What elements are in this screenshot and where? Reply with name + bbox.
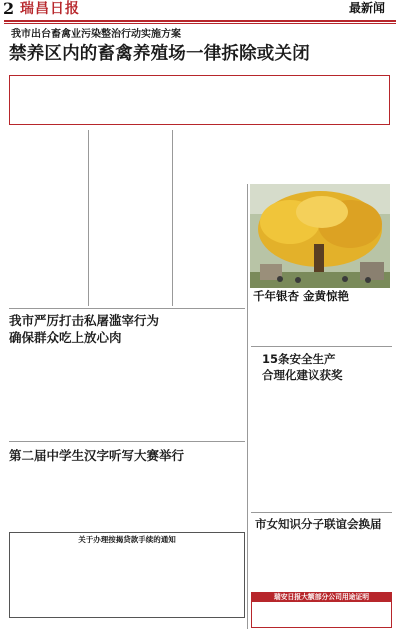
section-divider [251, 512, 392, 513]
story3-headline-line1: 15条安全生产 [262, 352, 336, 366]
lead-kicker: 我市出台畜禽业污染整治行动实施方案 [11, 29, 181, 40]
column-divider [247, 184, 248, 629]
story3-headline-line2: 合理化建议获奖 [262, 368, 343, 382]
section-divider [9, 308, 245, 309]
story5-headline: 市女知识分子联谊会换届 [255, 517, 382, 531]
story5-column-1 [251, 535, 319, 589]
masthead-rule [4, 20, 396, 22]
column-divider [88, 130, 89, 306]
masthead [0, 0, 400, 20]
story2-headline-line1: 我市严厉打击私屠滥宰行为 [9, 313, 160, 328]
newspaper-name: 瑞昌日报 [20, 1, 80, 17]
story2-headline-line2: 确保群众吃上放心肉 [9, 330, 122, 345]
lead-column-3 [175, 130, 390, 182]
certificate-notice-box [251, 592, 392, 628]
section-label: 最新闻 [349, 1, 386, 15]
page-number: 2 [3, 0, 15, 18]
section-divider [9, 441, 245, 442]
lead-column-1 [9, 130, 85, 306]
ginkgo-photo-image [250, 184, 390, 288]
story4-column-1 [9, 466, 121, 528]
story3-column-1 [251, 386, 319, 510]
story5-column-2 [323, 535, 392, 589]
story2-column-1 [9, 349, 85, 439]
column-divider [172, 130, 173, 306]
ginkgo-photo [250, 184, 390, 288]
certificate-notice-body [252, 602, 391, 604]
masthead-rule-thin [4, 23, 396, 24]
lead-headline: 禁养区内的畜禽养殖场一律拆除或关闭 [9, 44, 310, 64]
section-divider [251, 346, 392, 347]
story4-column-2 [127, 466, 245, 528]
photo-headline: 千年银杏 金黄惊艳 [253, 289, 350, 303]
story4-headline: 第二届中学生汉字听写大赛举行 [9, 448, 185, 463]
notice-title: 关于办理按揭贷款手续的通知 [78, 535, 176, 544]
lead-column-2 [91, 130, 169, 306]
certificate-notice-title: 瑞安日报大额部分公司用途证明 [252, 593, 391, 602]
loan-notice-box [9, 532, 245, 618]
story2-column-2 [91, 349, 169, 439]
story2-column-3 [175, 349, 245, 439]
story3-column-2 [323, 386, 392, 510]
lead-intro-box [9, 75, 390, 125]
